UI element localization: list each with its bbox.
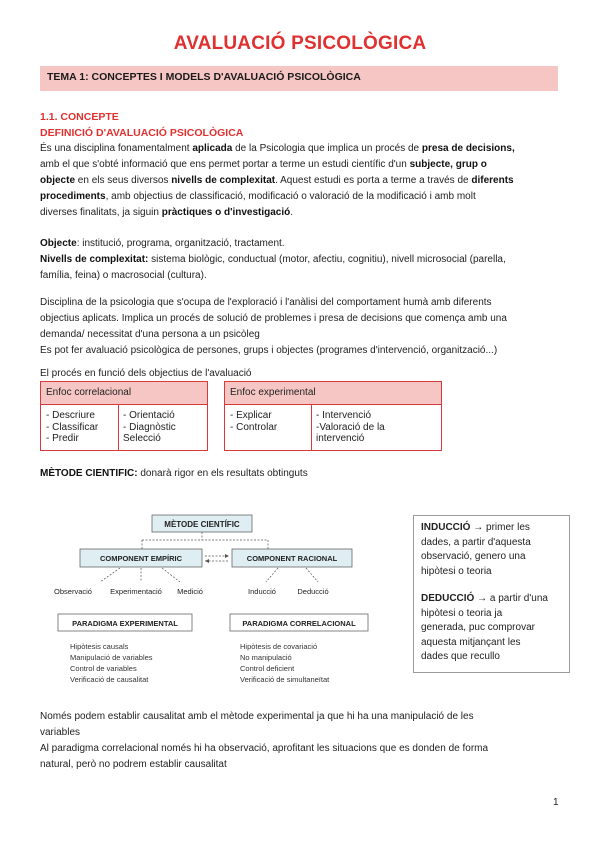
closing-line: Només podem establir causalitat amb el mètode experimental ja que hi ha una manipulació de les <box>40 711 474 722</box>
text-run: observació, genero una <box>421 551 526 562</box>
connector-line <box>266 568 278 582</box>
deduccio-line <box>421 636 563 651</box>
text-run: dades que recullo <box>421 651 500 662</box>
bold-text: objecte <box>40 175 76 186</box>
discipline-line: demanda/ necessitat d'una persona a un psicòleg <box>40 329 260 340</box>
definition-line <box>40 141 565 157</box>
text-run: . <box>290 207 294 218</box>
diagram-racional-label: COMPONENT RACIONAL <box>246 554 338 563</box>
experimental-left-list <box>230 410 277 433</box>
list-item: - Explicar <box>230 410 272 421</box>
objecte-line <box>40 236 565 252</box>
document-title: AVALUACIÓ PSICOLÒGICA <box>173 33 427 54</box>
definition-line <box>40 205 565 221</box>
connector-line <box>162 568 180 582</box>
induccio-line <box>421 550 563 565</box>
list-item: Selecció <box>123 433 161 444</box>
topic-banner <box>40 66 558 91</box>
nivells-line <box>40 268 565 284</box>
paradigm-item: Hipòtesis de covariació <box>240 642 318 651</box>
bold-text: INDUCCIÓ <box>421 522 471 533</box>
text-run: . Aquest estudi es porta a terme a través de <box>275 175 472 186</box>
paradigm-item: Verificació de causalitat <box>70 675 149 684</box>
text-run: generada, puc comprovar <box>421 622 535 633</box>
bold-text: Nivells de complexitat: <box>40 254 149 265</box>
topic-title: TEMA 1: CONCEPTES I MODELS D'AVALUACIÓ PSICOLÒGICA <box>47 71 361 83</box>
deduccio-line <box>421 607 563 622</box>
text-run: de la Psicologia que implica un procés de <box>232 143 422 154</box>
definition-line <box>40 189 565 205</box>
closing-line: Al paradigma correlacional només hi ha observació, aprofitant les situacions que es donden de forma <box>40 743 489 754</box>
text-run: aquesta mitjançant les <box>421 636 521 648</box>
list-item: -Valoració de la <box>316 421 385 433</box>
list-item: - Diagnòstic <box>123 421 176 433</box>
list-item: - Descriure <box>46 410 95 421</box>
list-item: intervenció <box>316 433 365 444</box>
text-run: amb el que s'obté informació que ens permet portar a terme un estudi científic d'un <box>40 159 410 170</box>
list-item: - Predir <box>46 433 79 444</box>
experimental-right-list <box>316 410 385 445</box>
section-subtitle: DEFINICIÓ D'AVALUACIÓ PSICOLÒGICA <box>40 127 244 139</box>
bold-text: diferents <box>471 175 514 186</box>
bold-text: subjecte, grup o <box>409 159 487 170</box>
paradigma-experimental-title: PARADIGMA EXPERIMENTAL <box>72 619 178 628</box>
arrow-left-icon <box>205 559 209 563</box>
list-item: - Orientació <box>123 410 175 421</box>
column-divider <box>118 404 119 450</box>
induccio-deduccio-box <box>413 515 570 673</box>
text-run: família, feina) o macrosocial (cultura). <box>40 270 207 281</box>
list-item: - Classificar <box>46 421 99 433</box>
text-run: donarà rigor en els resultats obtinguts <box>137 468 308 479</box>
text-run: → a partir d'una <box>474 593 548 604</box>
list-item: - Controlar <box>230 421 278 433</box>
paradigm-item: Control de variables <box>70 664 137 673</box>
closing-paragraph <box>40 709 565 773</box>
scientific-method-diagram <box>40 510 410 690</box>
paradigm-item: Control deficient <box>240 664 295 673</box>
enfoc-correlacional-header: Enfoc correlacional <box>41 382 207 405</box>
paradigm-item: Verificació de simultaneïtat <box>240 675 330 684</box>
discipline-line: Es pot fer avaluació psicològica de persones, grups i objectes (programes d'intervenció, organització...) <box>40 345 498 356</box>
enfoc-experimental-header: Enfoc experimental <box>225 382 441 405</box>
diagram-root-label: MÈTODE CIENTÍFIC <box>164 520 240 529</box>
text-run: És una disciplina fonamentalment <box>40 143 193 154</box>
discipline-paragraph <box>40 295 565 359</box>
bold-text: presa de decisions, <box>421 143 515 154</box>
diagram-child-label: Deducció <box>297 587 329 596</box>
induccio-line <box>421 536 563 551</box>
definition-line <box>40 157 565 173</box>
arrow-right-icon <box>225 554 229 558</box>
induccio-text <box>421 521 563 579</box>
enfoc-correlacional-box <box>40 381 208 451</box>
correlacional-right-list <box>123 410 176 445</box>
page-number: 1 <box>553 797 559 808</box>
enfoc-experimental-box <box>224 381 442 451</box>
text-run: hipòtesi o teoria ja <box>421 607 503 619</box>
text-run: : institució, programa, organització, tractament. <box>76 238 285 249</box>
bold-text: pràctiques o d'investigació <box>161 207 291 218</box>
bold-text: aplicada <box>192 143 233 154</box>
discipline-line: Disciplina de la psicologia que s'ocupa de l'exploració i l'anàlisi del comportament humà amb diferents <box>40 297 492 308</box>
definition-paragraph <box>40 141 565 221</box>
bold-text: DEDUCCIÓ <box>421 593 475 604</box>
objecte-paragraph <box>40 236 565 284</box>
induccio-line <box>421 521 563 536</box>
section-number: 1.1. CONCEPTE <box>40 111 119 123</box>
text-run: diverses finalitats, ja siguin <box>40 207 162 218</box>
text-run: hipòtesi o teoria <box>421 565 492 577</box>
correlacional-left-list <box>46 410 98 445</box>
deduccio-text <box>421 592 563 665</box>
diagram-child-label: Inducció <box>248 587 276 596</box>
process-caption: El procés en funció dels objectius de l'avaluació <box>40 368 252 379</box>
deduccio-line <box>421 592 563 607</box>
list-item: - Intervenció <box>316 410 372 421</box>
paradigma-correlacional-title: PARADIGMA CORRELACIONAL <box>242 619 356 628</box>
text-run: sistema biològic, conductual (motor, afectiu, cognitiu), nivell microsocial (parella, <box>148 254 506 265</box>
text-run: → primer les <box>470 522 530 533</box>
bold-text: Objecte <box>40 238 77 249</box>
deduccio-line <box>421 650 563 665</box>
bold-text: MÈTODE CIENTIFIC: <box>40 468 138 479</box>
closing-line: natural, però no podrem establir causalitat <box>40 759 227 770</box>
closing-line: variables <box>40 727 81 738</box>
definition-line <box>40 173 565 189</box>
discipline-line: objectius aplicats. Implica un procés de solució de problemes i presa de decisions que comença amb una <box>40 313 507 324</box>
bold-text: procediments <box>40 191 106 202</box>
paradigm-item: Hipòtesis causals <box>70 642 129 651</box>
diagram-child-label: Experimentació <box>110 587 162 596</box>
bold-text: nivells de complexitat <box>171 175 276 186</box>
deduccio-line <box>421 621 563 636</box>
diagram-child-label: Medició <box>177 587 203 596</box>
induccio-line <box>421 565 563 580</box>
text-run: dades, a partir d'aquesta <box>421 536 531 548</box>
diagram-child-label: Observació <box>54 587 92 596</box>
paradigm-item: No manipulació <box>240 653 292 662</box>
text-run: , amb objectius de classificació, modificació o valoració de la modificació i amb molt <box>105 191 476 202</box>
column-divider <box>311 404 312 450</box>
paradigm-item: Manipulació de variables <box>70 653 153 662</box>
connector-line <box>100 568 120 582</box>
connector-line <box>306 568 318 582</box>
diagram-empiric-label: COMPONENT EMPÍRIC <box>99 554 183 563</box>
nivells-line <box>40 252 565 268</box>
text-run: en els seus diversos <box>75 175 172 186</box>
metode-line <box>40 466 308 482</box>
